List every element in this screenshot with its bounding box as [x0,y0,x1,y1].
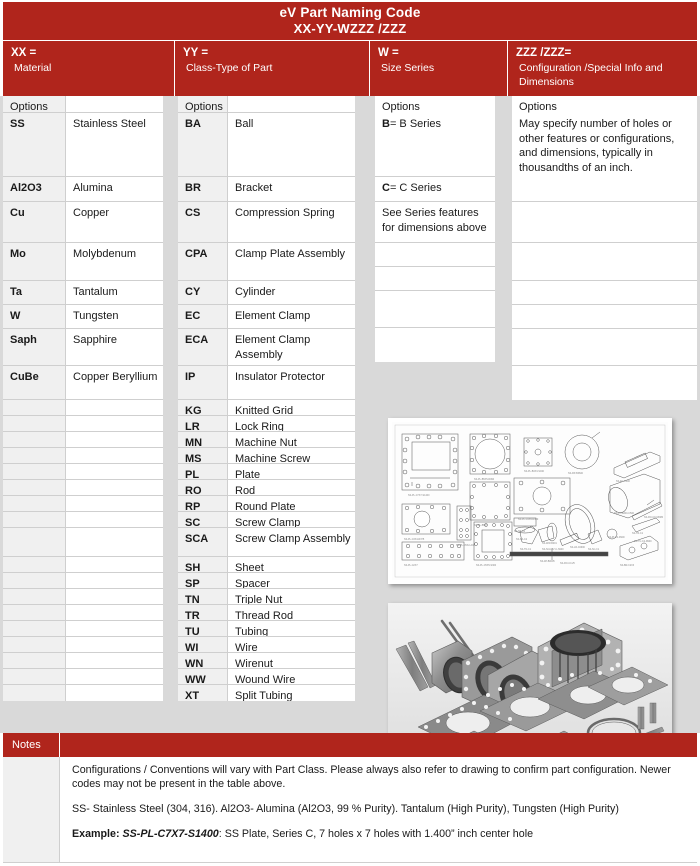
table-row [178,669,355,685]
option-code: RO [178,480,228,495]
option-code [3,605,66,620]
option-code: TU [178,621,228,636]
option-code [3,669,66,684]
header-desc-xx: Material [14,62,52,74]
notes-label: Notes [3,733,60,757]
option-description: Spacer [228,573,355,588]
svg-text:SS-TR-C1: SS-TR-C1 [632,532,644,535]
option-description [66,573,163,588]
header-code-xx: XX = [11,47,37,59]
option-description [66,416,163,431]
table-row [375,202,495,243]
notes-paragraph-1: Configurations / Conventions will vary with Part Class. Please always also refer to drawing to confirm part configuration. Newer codes may not be present in the table above. [72,764,671,790]
table-row [3,177,163,202]
svg-text:SS-PL-C4X6-R300: SS-PL-C4X6-R300 [518,518,539,521]
option-code: SP [178,573,228,588]
table-row [375,96,495,113]
table-row [178,305,355,329]
option-code [3,448,66,463]
option-code [3,464,66,479]
option-code: MS [178,448,228,463]
table-row [3,512,163,528]
table-row [3,432,163,448]
option-code: Options [3,96,66,112]
table-row [3,621,163,637]
empty-cell [375,291,495,297]
table-row [3,669,163,685]
empty-cell [512,177,697,183]
option-code: Ta [3,281,66,304]
option-header: Options [375,96,495,117]
table-row [512,243,697,281]
svg-text:SS-TU-C2-D900: SS-TU-C2-D900 [634,540,652,543]
header-cell-w [370,41,508,96]
table-row [3,480,163,496]
notes-banner [3,733,697,757]
notes-gutter [3,757,60,862]
svg-text:SS-BR-C2X3: SS-BR-C2X3 [620,564,635,567]
option-code [3,621,66,636]
table-row [512,177,697,202]
table-row [178,202,355,243]
svg-text:SS-PL-B5X5: SS-PL-B5X5 [474,524,488,527]
option-description: Molybdenum [66,243,163,280]
option-code [3,573,66,588]
size-series-entry: See Series features for dimensions above [375,202,495,237]
option-code [3,589,66,604]
option-code: SS [3,113,66,176]
svg-text:SS-RP-B3600: SS-RP-B3600 [568,472,584,475]
header-code-yy: YY = [183,47,209,59]
cad-drawing-image [388,418,672,584]
option-code [3,480,66,495]
option-description: Machine Nut [228,432,355,447]
option-description: Insulator Protector [228,366,355,399]
empty-cell [512,243,697,249]
table-row [178,400,355,416]
option-code: SH [178,557,228,572]
column-header-row [3,41,697,96]
size-series-entry: C= C Series [375,177,495,198]
svg-text:SS-EC-C100: SS-EC-C100 [616,480,630,483]
sheet-title: eV Part Naming Code [279,5,421,20]
option-description [66,669,163,684]
header-desc-yy: Class-Type of Part [186,62,273,74]
example-code: SS-PL-C7X7-S1400 [122,828,219,840]
table-row [178,589,355,605]
option-code: RP [178,496,228,511]
table-row [3,685,163,701]
table-row [375,328,495,362]
empty-cell [375,267,495,273]
option-description: Compression Spring [228,202,355,242]
option-code: TN [178,589,228,604]
empty-cell [512,366,697,372]
svg-text:SS-WI-B0005: SS-WI-B0005 [540,560,555,563]
option-code: W [3,305,66,328]
table-row [178,496,355,512]
option-description [66,400,163,415]
option-code [3,512,66,527]
table-row [178,653,355,669]
option-description [66,589,163,604]
table-row [3,589,163,605]
option-description: Screw Clamp Assembly [228,528,355,556]
option-description: Ball [228,113,355,176]
option-description: Tungsten [66,305,163,328]
option-description: Stainless Steel [66,113,163,176]
option-code: PL [178,464,228,479]
option-code: Mo [3,243,66,280]
option-code [3,685,66,701]
option-description: Wire [228,637,355,652]
table-row [178,464,355,480]
svg-text:SS-SC-C1: SS-SC-C1 [588,548,600,551]
example-label: Example: [72,828,120,840]
option-code [3,416,66,431]
table-row [178,621,355,637]
header-cell-xx [3,41,175,96]
table-row [3,202,163,243]
option-description [66,432,163,447]
empty-cell [375,328,495,334]
table-row [3,96,163,113]
option-code: CY [178,281,228,304]
header-cell-zzz [508,41,697,96]
svg-text:SS-PL-C5X5-S300: SS-PL-C5X5-S300 [476,564,497,567]
empty-cell [512,305,697,311]
option-code: SCA [178,528,228,556]
option-description: Split Tubing [228,685,355,701]
option-code [3,637,66,652]
option-code: Al2O3 [3,177,66,201]
table-row [178,432,355,448]
svg-text:SS-WW-B001: SS-WW-B001 [542,542,557,545]
empty-cell [512,329,697,335]
header-code-zzz: ZZZ /ZZZ= [516,47,572,59]
table-row [3,400,163,416]
option-description: Round Plate [228,496,355,511]
option-code: EC [178,305,228,328]
option-description [66,685,163,701]
option-code [3,496,66,511]
option-description: Element Clamp Assembly [228,329,355,365]
notes-text [60,757,697,862]
option-code: WI [178,637,228,652]
table-row [178,605,355,621]
option-description [66,496,163,511]
table-row [3,557,163,573]
table-row [3,416,163,432]
sheet-title-code: XX-YY-WZZZ /ZZZ [293,21,407,36]
table-row [178,637,355,653]
table-row [512,305,697,329]
option-description: Sheet [228,557,355,572]
option-code [3,653,66,668]
table-row [3,528,163,557]
table-row [3,573,163,589]
option-description [66,605,163,620]
option-description [66,512,163,527]
empty-cell [512,281,697,287]
table-row [178,281,355,305]
option-description: Plate [228,464,355,479]
option-description: Thread Rod [228,605,355,620]
svg-text:SS-PL-C3X4-R375: SS-PL-C3X4-R375 [404,538,425,541]
option-code [3,400,66,415]
example-description: : SS Plate, Series C, 7 holes x 7 holes with 1.400” inch center hole [218,828,534,840]
option-code: BR [178,177,228,201]
option-description: Alumina [66,177,163,201]
svg-text:SS-SCA-A7-C-S900: SS-SCA-A7-C-S900 [542,548,564,551]
notes-example [72,827,687,841]
option-code: TR [178,605,228,620]
option-code: KG [178,400,228,415]
svg-text:SS-RO-C10-B980: SS-RO-C10-B980 [644,516,664,519]
option-code: Saph [3,329,66,365]
table-row [3,637,163,653]
option-code: WW [178,669,228,684]
option-code: WN [178,653,228,668]
table-row [178,573,355,589]
option-code [3,557,66,572]
option-description: Lock Ring [228,416,355,431]
option-description: Triple Nut [228,589,355,604]
cad-drawing-svg [392,422,668,580]
option-description: Copper [66,202,163,242]
option-description: Screw Clamp [228,512,355,527]
table-row [3,448,163,464]
table-row [375,267,495,291]
option-description [66,96,163,112]
option-description: Machine Screw [228,448,355,463]
table-row [512,202,697,243]
notes-paragraph-2: SS- Stainless Steel (304, 316). Al2O3- Alumina (Al2O3, 99 % Purity). Tantalum (High Purity), Tungsten (High Purity) [72,803,619,815]
svg-text:SS-PL-C7X7-S1400: SS-PL-C7X7-S1400 [408,494,430,497]
option-code: SC [178,512,228,527]
option-description [66,528,163,556]
option-description [66,557,163,572]
option-code: MN [178,432,228,447]
header-code-w: W = [378,47,399,59]
table-row [512,96,697,113]
svg-text:SS-PL-B3X3-S040: SS-PL-B3X3-S040 [524,470,544,473]
table-row [3,305,163,329]
table-row [512,113,697,177]
option-code: IP [178,366,228,399]
option-description [228,96,355,112]
option-description [66,653,163,668]
option-description [66,637,163,652]
option-code: Cu [3,202,66,242]
option-description: Bracket [228,177,355,201]
header-desc-w: Size Series [381,62,435,74]
size-series-column [375,96,495,362]
table-row [178,96,355,113]
option-code: LR [178,416,228,431]
option-description: Tantalum [66,281,163,304]
table-row [3,496,163,512]
header-desc-zzz: Configuration /Special Info and Dimensions [519,62,663,88]
table-row [178,366,355,400]
header-cell-yy [175,41,370,96]
table-row [3,329,163,366]
option-code: ECA [178,329,228,365]
configuration-column [512,96,697,400]
table-row [178,480,355,496]
table-row [178,512,355,528]
materials-column [3,96,163,701]
option-code [3,432,66,447]
table-row [178,685,355,701]
option-description: Copper Beryllium [66,366,163,399]
table-row [3,243,163,281]
empty-cell [512,202,697,208]
svg-text:SS-TN-C1: SS-TN-C1 [520,548,532,551]
table-row [3,113,163,177]
table-row [178,528,355,557]
option-description: Clamp Plate Assembly [228,243,355,280]
option-header: Options [512,96,697,117]
table-row [375,113,495,177]
option-code: BA [178,113,228,176]
table-row [375,243,495,267]
table-row [178,557,355,573]
svg-text:SS-SP-C2: SS-SP-C2 [514,530,526,533]
table-row [375,177,495,202]
option-code: Options [178,96,228,112]
table-row [178,416,355,432]
svg-text:SS-IP-C2-D900: SS-IP-C2-D900 [608,536,625,539]
table-row [3,281,163,305]
option-description: Knitted Grid [228,400,355,415]
option-code: CS [178,202,228,242]
option-description: Element Clamp [228,305,355,328]
table-row [178,329,355,366]
configuration-note: May specify number of holes or other features or configurations, and dimensions, typically in thousandths of an inch. [512,113,697,177]
svg-text:SS-BA-C2: SS-BA-C2 [516,538,528,541]
option-code [3,528,66,556]
svg-text:SS-CY-B200-C500: SS-CY-B200-C500 [614,512,634,515]
option-code: XT [178,685,228,701]
empty-cell [375,243,495,249]
option-description [66,464,163,479]
size-series-entry: B= B Series [375,113,495,134]
svg-text:SS-PL-C5X2-A02: SS-PL-C5X2-A02 [456,544,475,547]
table-row [3,366,163,400]
option-description: Cylinder [228,281,355,304]
option-description [66,621,163,636]
table-row [512,366,697,400]
notes-body [3,757,697,863]
svg-text:SS-PL-B5X5-R090: SS-PL-B5X5-R090 [474,478,495,481]
option-description: Wirenut [228,653,355,668]
table-row [512,329,697,366]
table-row [178,177,355,202]
table-row [178,113,355,177]
table-row [178,243,355,281]
table-row [3,464,163,480]
option-description: Rod [228,480,355,495]
table-row [512,281,697,305]
table-row [3,653,163,669]
part-class-column [178,96,355,701]
svg-text:SS-LR-C0900: SS-LR-C0900 [570,546,585,549]
table-row [3,605,163,621]
option-description: Tubing [228,621,355,636]
table-row [375,291,495,328]
option-description [66,448,163,463]
option-code: CuBe [3,366,66,399]
option-description: Wound Wire [228,669,355,684]
table-row [178,448,355,464]
option-description: Sapphire [66,329,163,365]
svg-text:SS-PL-C2X7: SS-PL-C2X7 [404,564,418,567]
sheet-title-banner [3,2,697,40]
options-body [0,96,700,733]
option-code: CPA [178,243,228,280]
option-description [66,480,163,495]
svg-text:SS-RO-C0.25: SS-RO-C0.25 [560,562,575,565]
